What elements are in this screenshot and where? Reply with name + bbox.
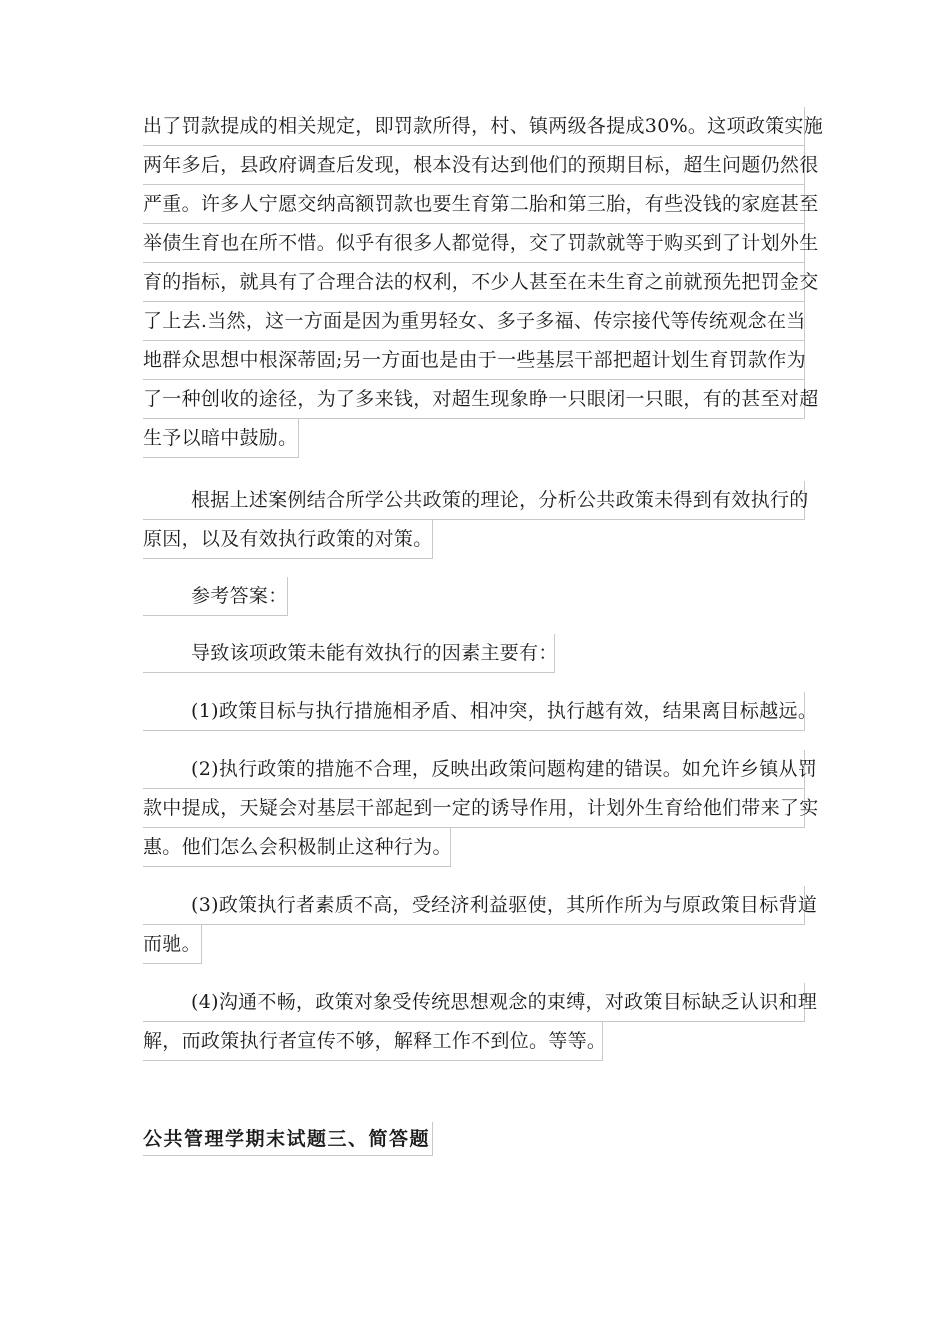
point-3-line-2: 而驰。 — [143, 925, 202, 964]
case-line-5: 育的指标，就具有了合理合法的权利，不少人甚至在未生育之前就预先把罚金交 — [143, 263, 805, 302]
question-line-2: 原因，以及有效执行政策的对策。 — [143, 520, 433, 559]
point-3-line-1: (3)政策执行者素质不高，受经济利益驱使，其所作所为与原政策目标背道 — [143, 886, 805, 925]
point-1-line-1: (1)政策目标与执行措施相矛盾、相冲突，执行越有效，结果离目标越远。 — [143, 692, 805, 731]
point-2-line-1: (2)执行政策的措施不合理，反映出政策问题构建的错误。如允许乡镇从罚 — [143, 750, 805, 789]
point-4-line-2: 解，而政策执行者宣传不够，解释工作不到位。等等。 — [143, 1022, 603, 1061]
case-line-4: 举债生育也在所不惜。似乎有很多人都觉得，交了罚款就等于购买到了计划外生 — [143, 224, 805, 263]
point-2-line-3: 惠。他们怎么会积极制止这种行为。 — [143, 828, 451, 867]
point-2-line-2: 款中提成，天疑会对基层干部起到一定的诱导作用，计划外生育给他们带来了实 — [143, 789, 805, 828]
case-line-7: 地群众思想中根深蒂固;另一方面也是由于一些基层干部把超计划生育罚款作为 — [143, 341, 805, 380]
section-heading: 公共管理学期末试题三、简答题 — [143, 1122, 433, 1156]
case-line-6: 了上去.当然，这一方面是因为重男轻女、多子多福、传宗接代等传统观念在当 — [143, 302, 805, 341]
case-line-3: 严重。许多人宁愿交纳高额罚款也要生育第二胎和第三胎，有些没钱的家庭甚至 — [143, 185, 805, 224]
answer-intro: 导致该项政策未能有效执行的因素主要有： — [143, 634, 555, 673]
case-line-9: 生予以暗中鼓励。 — [143, 419, 299, 458]
case-line-2: 两年多后，县政府调查后发现，根本没有达到他们的预期目标，超生问题仍然很 — [143, 146, 805, 185]
case-line-8: 了一种创收的途径，为了多来钱，对超生现象睁一只眼闭一只眼，有的甚至对超 — [143, 380, 805, 419]
answer-label: 参考答案： — [143, 577, 288, 616]
point-4-line-1: (4)沟通不畅，政策对象受传统思想观念的束缚，对政策目标缺乏认识和理 — [143, 983, 805, 1022]
case-line-1: 出了罚款提成的相关规定，即罚款所得，村、镇两级各提成30%。这项政策实施 — [143, 107, 805, 146]
question-line-1: 根据上述案例结合所学公共政策的理论，分析公共政策未得到有效执行的 — [143, 481, 805, 520]
